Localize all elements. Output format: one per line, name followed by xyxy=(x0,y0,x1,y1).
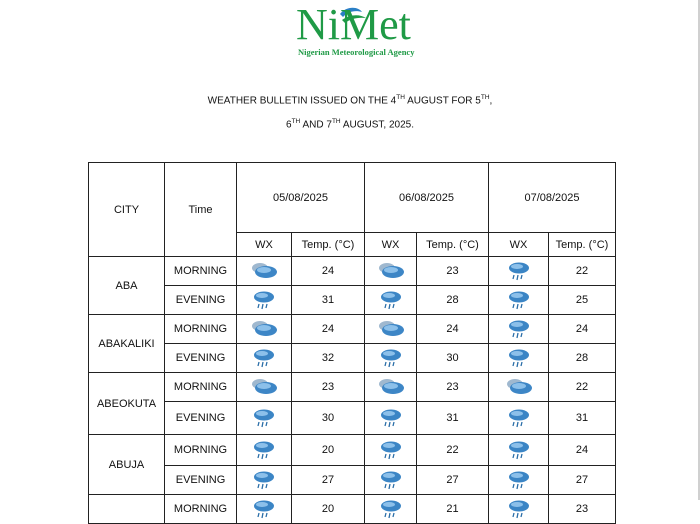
cloudy-icon xyxy=(376,376,406,398)
date-header: 06/08/2025 xyxy=(365,163,489,233)
wx-cell xyxy=(237,435,292,466)
city-name xyxy=(89,495,165,524)
table-row xyxy=(89,286,616,315)
wx-cell xyxy=(365,466,417,495)
weather-table xyxy=(88,162,616,524)
temperature-value: 31 xyxy=(417,402,489,435)
temperature-value: 23 xyxy=(417,373,489,402)
time-of-day: MORNING xyxy=(165,257,237,286)
rain-cloud-icon xyxy=(376,498,406,520)
temperature-value: 28 xyxy=(417,286,489,315)
city-name: ABUJA xyxy=(89,435,165,495)
wx-cell xyxy=(365,315,417,344)
wx-cell xyxy=(237,466,292,495)
rain-cloud-icon xyxy=(249,347,279,369)
wx-cell xyxy=(237,257,292,286)
wx-cell xyxy=(365,257,417,286)
time-of-day: MORNING xyxy=(165,373,237,402)
wx-header: WX xyxy=(365,233,417,257)
wx-cell xyxy=(365,402,417,435)
temperature-value: 25 xyxy=(549,286,616,315)
rain-cloud-icon xyxy=(249,498,279,520)
date-header: 07/08/2025 xyxy=(489,163,616,233)
wx-cell xyxy=(489,257,549,286)
rain-cloud-icon xyxy=(376,347,406,369)
bulletin-title-line1: WEATHER BULLETIN ISSUED ON THE 4TH AUGUST FOR 5TH, xyxy=(207,94,493,107)
time-of-day: EVENING xyxy=(165,402,237,435)
time-of-day: EVENING xyxy=(165,466,237,495)
cloudy-icon xyxy=(249,318,279,340)
wx-cell xyxy=(489,466,549,495)
date-header: 05/08/2025 xyxy=(237,163,365,233)
rain-cloud-icon xyxy=(249,439,279,461)
temperature-value: 27 xyxy=(417,466,489,495)
time-of-day: EVENING xyxy=(165,344,237,373)
temperature-value: 21 xyxy=(417,495,489,524)
wx-cell xyxy=(489,373,549,402)
rain-cloud-icon xyxy=(504,347,534,369)
temperature-value: 23 xyxy=(292,373,365,402)
rain-cloud-icon xyxy=(504,318,534,340)
cloudy-icon xyxy=(504,376,534,398)
table-row xyxy=(89,373,616,402)
table-row xyxy=(89,257,616,286)
rain-cloud-icon xyxy=(504,498,534,520)
logo-subtitle: Nigerian Meteorological Agency xyxy=(298,47,415,57)
city-name: ABAKALIKI xyxy=(89,315,165,373)
wx-cell xyxy=(489,435,549,466)
temp-header: Temp. (°C) xyxy=(549,233,616,257)
wx-cell xyxy=(489,286,549,315)
city-header: CITY xyxy=(89,163,165,257)
table-row xyxy=(89,495,616,524)
temperature-value: 24 xyxy=(417,315,489,344)
rain-cloud-icon xyxy=(504,469,534,491)
wx-cell xyxy=(489,315,549,344)
temp-header: Temp. (°C) xyxy=(417,233,489,257)
logo-wordmark: NiMet xyxy=(296,0,411,49)
temperature-value: 31 xyxy=(549,402,616,435)
temperature-value: 20 xyxy=(292,435,365,466)
temperature-value: 23 xyxy=(549,495,616,524)
rain-cloud-icon xyxy=(376,469,406,491)
temperature-value: 22 xyxy=(549,257,616,286)
header-row-dates xyxy=(89,163,616,233)
time-of-day: EVENING xyxy=(165,286,237,315)
temperature-value: 20 xyxy=(292,495,365,524)
temperature-value: 24 xyxy=(292,257,365,286)
temperature-value: 23 xyxy=(417,257,489,286)
temperature-value: 27 xyxy=(549,466,616,495)
temperature-value: 22 xyxy=(549,373,616,402)
wx-cell xyxy=(489,344,549,373)
rain-cloud-icon xyxy=(504,260,534,282)
table-row xyxy=(89,435,616,466)
rain-cloud-icon xyxy=(504,407,534,429)
rain-cloud-icon xyxy=(504,289,534,311)
temperature-value: 32 xyxy=(292,344,365,373)
rain-cloud-icon xyxy=(376,289,406,311)
wx-cell xyxy=(489,495,549,524)
rain-cloud-icon xyxy=(504,439,534,461)
nimet-logo xyxy=(296,0,446,60)
wx-cell xyxy=(365,286,417,315)
rain-cloud-icon xyxy=(249,407,279,429)
table-row xyxy=(89,402,616,435)
rain-cloud-icon xyxy=(376,407,406,429)
wx-cell xyxy=(237,373,292,402)
temperature-value: 31 xyxy=(292,286,365,315)
wx-cell xyxy=(237,315,292,344)
wx-cell xyxy=(365,344,417,373)
rain-cloud-icon xyxy=(249,469,279,491)
wx-cell xyxy=(237,402,292,435)
wx-cell xyxy=(237,344,292,373)
wx-cell xyxy=(365,373,417,402)
wx-cell xyxy=(365,495,417,524)
time-of-day: MORNING xyxy=(165,495,237,524)
time-of-day: MORNING xyxy=(165,435,237,466)
rain-cloud-icon xyxy=(249,289,279,311)
city-name: ABEOKUTA xyxy=(89,373,165,435)
city-name: ABA xyxy=(89,257,165,315)
table-row xyxy=(89,466,616,495)
time-of-day: MORNING xyxy=(165,315,237,344)
table-row xyxy=(89,344,616,373)
wx-cell xyxy=(237,286,292,315)
wx-cell xyxy=(489,402,549,435)
cloudy-icon xyxy=(376,318,406,340)
wx-header: WX xyxy=(489,233,549,257)
temperature-value: 30 xyxy=(292,402,365,435)
cloudy-icon xyxy=(376,260,406,282)
bulletin-title-line2: 6TH AND 7TH AUGUST, 2025. xyxy=(286,118,414,131)
temperature-value: 28 xyxy=(549,344,616,373)
cloudy-icon xyxy=(249,376,279,398)
time-header: Time xyxy=(165,163,237,257)
cloudy-icon xyxy=(249,260,279,282)
temperature-value: 27 xyxy=(292,466,365,495)
wx-cell xyxy=(237,495,292,524)
temperature-value: 30 xyxy=(417,344,489,373)
temperature-value: 24 xyxy=(549,315,616,344)
temperature-value: 24 xyxy=(549,435,616,466)
temperature-value: 24 xyxy=(292,315,365,344)
wx-cell xyxy=(365,435,417,466)
temp-header: Temp. (°C) xyxy=(292,233,365,257)
temperature-value: 22 xyxy=(417,435,489,466)
table-row xyxy=(89,315,616,344)
rain-cloud-icon xyxy=(376,439,406,461)
wx-header: WX xyxy=(237,233,292,257)
